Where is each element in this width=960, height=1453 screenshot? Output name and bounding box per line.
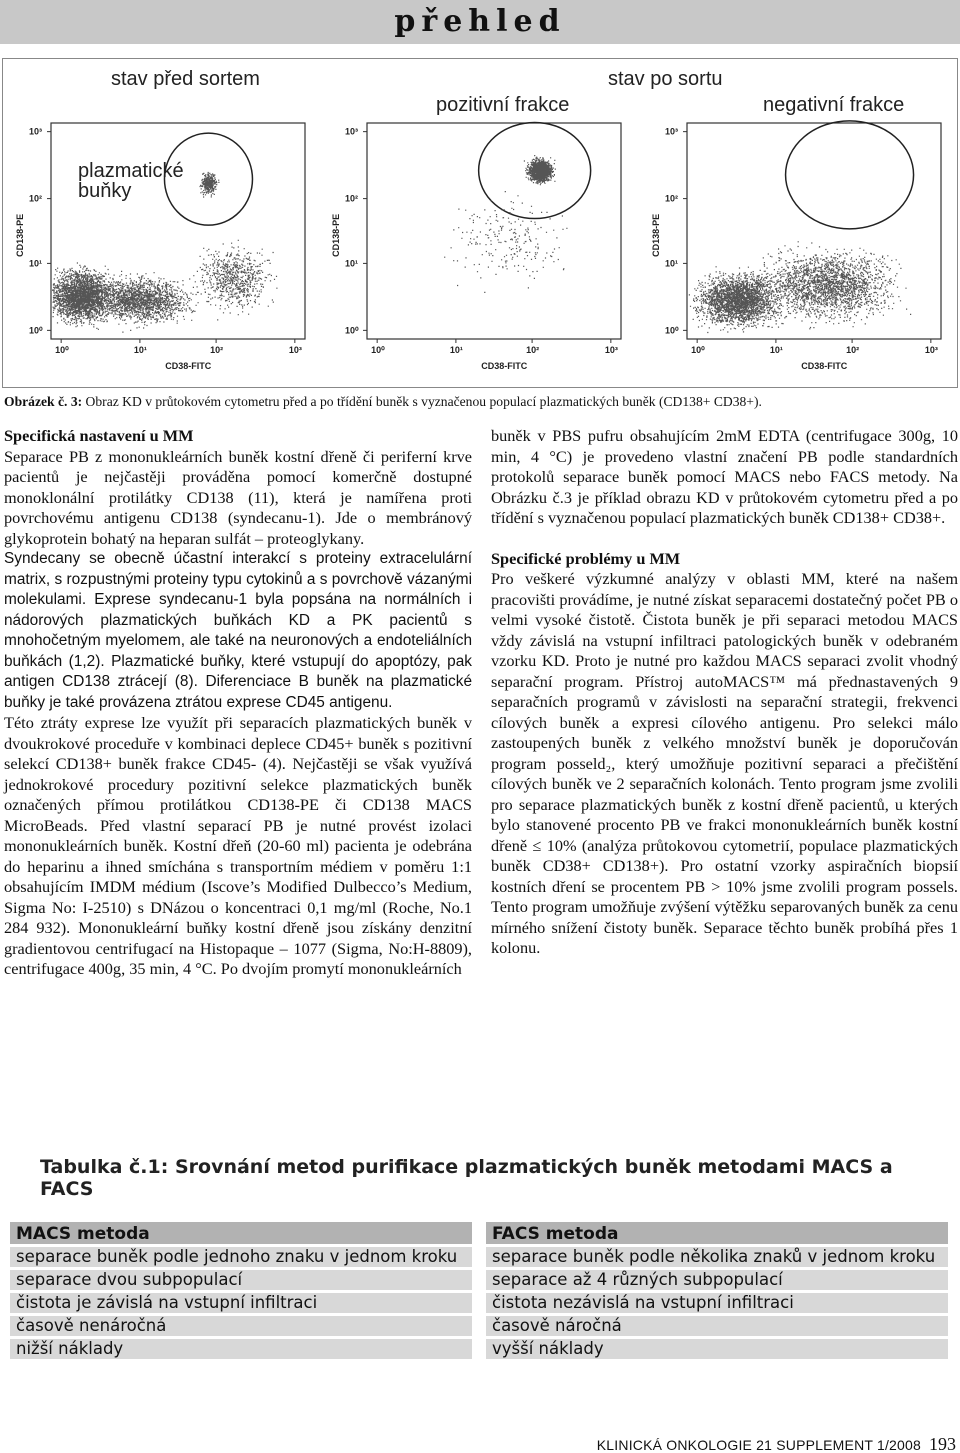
gate-ellipse — [786, 121, 914, 229]
x-tick-label: 10¹ — [133, 345, 147, 355]
page-footer — [597, 1434, 956, 1453]
caption-text: Obraz KD v průtokovém cytometru před a po třídění buněk s vyznačenou populací plazmatických buněk (CD138+ CD38+). — [82, 394, 762, 409]
x-tick-label: 10³ — [924, 345, 938, 355]
x-tick-label: 10⁰ — [55, 345, 69, 355]
label-plasma-cells-2: buňky — [78, 180, 132, 202]
y-tick-label: 10¹ — [345, 258, 359, 269]
x-axis-label: CD38-FITC — [481, 361, 528, 371]
table-cell: separace buněk podle jednoho znaku v jednom kroku — [10, 1247, 472, 1267]
figure-plots — [3, 59, 959, 389]
scatter-points — [689, 241, 911, 333]
plot-frame — [367, 123, 621, 339]
figure-caption — [4, 394, 956, 410]
x-tick-label: 10³ — [604, 345, 618, 355]
scatter-points — [444, 155, 567, 293]
x-tick-label: 10² — [210, 345, 224, 355]
label-after-sort: stav po sortu — [608, 68, 723, 90]
right-column — [491, 426, 958, 959]
table-cell: nižší náklady — [10, 1339, 472, 1359]
x-tick-label: 10⁰ — [371, 345, 385, 355]
x-tick-label: 10⁰ — [691, 345, 705, 355]
left-column — [4, 426, 472, 980]
table-cell: čistota nezávislá na vstupní infiltraci — [486, 1293, 948, 1313]
table-cell: čistota je závislá na vstupní infiltraci — [10, 1293, 472, 1313]
y-tick-label: 10¹ — [29, 258, 43, 269]
y-tick-label: 10⁰ — [345, 325, 359, 336]
section-heading-settings: Specifická nastavení u MM — [4, 426, 194, 445]
y-tick-label: 10² — [665, 193, 679, 204]
section-heading-problems: Specifické problémy u MM — [491, 548, 681, 568]
x-tick-label: 10² — [846, 345, 860, 355]
header-bar — [0, 0, 960, 44]
macs-column — [10, 1222, 472, 1362]
label-before-sort: stav před sortem — [111, 68, 260, 90]
table-cell: separace až 4 různých subpopulací — [486, 1270, 948, 1290]
x-tick-label: 10² — [526, 345, 540, 355]
y-tick-label: 10¹ — [665, 258, 679, 269]
y-tick-label: 10⁰ — [665, 325, 679, 336]
x-tick-label: 10¹ — [449, 345, 463, 355]
table-cell: separace buněk podle několika znaků v jednom kroku — [486, 1247, 948, 1267]
table-cell: separace dvou subpopulací — [10, 1270, 472, 1290]
label-plasma-cells-1: plazmatické — [78, 160, 184, 182]
macs-header: MACS metoda — [10, 1222, 472, 1244]
y-axis-label: CD138-PE — [651, 213, 661, 257]
paragraph: Separace PB z mononukleárních buněk kostní dřeně či periferní krve pacientů je nejčastěji prováděna pomocí komerčně dostupné monoklonální protilátky CD138 (11), která je namířena proti povrchovému antigenu CD138 (syndecanu-1). Jde o membránový glykoprotein bohatý na heparan sulfát – proteoglykany. — [4, 446, 472, 548]
x-axis-label: CD38-FITC — [165, 361, 212, 371]
y-axis-label: CD138-PE — [15, 213, 25, 257]
facs-column — [486, 1222, 948, 1362]
x-tick-label: 10³ — [288, 345, 302, 355]
label-negative-fraction: negativní frakce — [763, 94, 905, 116]
caption-label: Obrázek č. 3: — [4, 394, 83, 409]
y-tick-label: 10⁰ — [29, 325, 43, 336]
facs-header: FACS metoda — [486, 1222, 948, 1244]
table-title: Tabulka č.1: Srovnání metod purifikace plazmatických buněk metodami MACS a FACS — [40, 1156, 893, 1200]
plot-frame — [51, 123, 305, 339]
y-tick-label: 10³ — [345, 126, 359, 137]
paragraph: Této ztráty exprese lze využít při separacích plazmatických buněk v dvoukrokové proceduře v kombinaci deplece CD45+ buněk s pozitivní selekcí CD138+ buněk frakce CD45- (4). Nejčastěji se však využívá jednokrokové procedury pozitivní selekce plazmatických buněk označených přímou protilátkou CD138-PE či CD138 MACS MicroBeads. Před vlastní separací PB je nutné provést izolaci mononukleárních buněk. Kostní dřeň (20-60 ml) pacienta je odebrána do heparinu a ihned smíchána s transportním médiem v poměru 1:1 obsahujícím IMDM médium (Iscove’s Modified Dulbecco’s Medium, Sigma No: I-2510) s DNázou o koncentraci 0,1 mg/ml (Roche, No.1 284 932). Mononukleární buňky kostní dřeně jsou získány denzitní gradientovou centrifugací na Histopaque – 1077 (Sigma, No:H-8809), centrifugace 400g, 35 min, 4 °C. Po dvojím promytí mononukleárních — [4, 713, 472, 978]
y-tick-label: 10³ — [29, 126, 43, 137]
table-cell: časově nenáročná — [10, 1316, 472, 1336]
x-tick-label: 10¹ — [769, 345, 783, 355]
y-axis-label: CD138-PE — [331, 213, 341, 257]
label-positive-fraction: pozitivní frakce — [436, 94, 570, 116]
y-tick-label: 10² — [345, 193, 359, 204]
comparison-table — [2, 1146, 958, 1401]
y-tick-label: 10³ — [665, 126, 679, 137]
paragraph: Pro veškeré výzkumné analýzy v oblasti MM, které na našem pracovišti provádíme, je nutné získat separacemi dostatečný počet PB o velmi vysoké čistotě. Čistota buněk je při separaci metodou MACS vždy závislá na vstupní infiltraci patologických buněk v odebraném vzorku KD. Proto je nutné pro každou MACS separaci zvolit vhodný separační program. Přístroj autoMACS™ má přednastavených 9 separačních programů v závislosti na separační strategii, frekvenci cílových buněk a expresi cílového antigenu. Pro selekci málo zastoupených buněk z velkého množství buněk je doporučován program posseld₂, který umožňuje pozitivní separaci a přečištění cílových buněk ve 2 separačních kolonách. Tento program jsme zvolili pro separace plazmatických buněk z kostní dřeně pacientů, u kterých bylo stanovené procento PB ve frakci mononukleárních buněk kostní dřeně ≤ 10% (analýza průtokovou cytometrií, populace plazmatických buněk CD38+ CD138+). Pro ostatní vzorky aspiračních biopsií kostních dření se procentem PB > 10% jsme zvolili program possels. Tento program umožňuje zvýšení výtěžku separovaných buněk za cenu mírného snížení čistoty buněk. Separace těchto buněk probíhá přes 1 kolonu. — [491, 569, 958, 957]
paragraph: buněk v PBS pufru obsahujícím 2mM EDTA (centrifugace 300g, 10 min, 4 °C) je provedeno vlastní značení PB podle standardních protokolů separace buněk pomocí MACS nebo FACS metody. Na Obrázku č.3 je příklad obrazu KD v průtokovém cytometru před a po třídění s vyznačenou populací plazmatických buněk CD138+ CD38+. — [491, 426, 958, 527]
x-axis-label: CD38-FITC — [801, 361, 848, 371]
page-number: 193 — [929, 1434, 956, 1453]
table-cell: časově náročná — [486, 1316, 948, 1336]
journal-name: KLINICKÁ ONKOLOGIE 21 SUPPLEMENT 1/2008 — [596, 1437, 921, 1453]
paragraph: Syndecany se obecně účastní interakcí s proteiny extracelulární matrix, s rozpustnými proteiny typu cytokinů a s povrchově vázanými molekulami. Exprese syndecanu-1 byla popsána na normálních i nádorových plazmatických buňkách KD a PK pacientů s mnohočetným myelomem, ale také na neuronových a endoteliálních buňkách (1,2). Plazmatické buňky, které vstupují do apoptózy, pak antigen CD138 ztrácejí (8). Diferenciace B buněk na plazmatické buňky je také provázena ztrátou exprese CD45 antigenu. — [4, 550, 472, 711]
y-tick-label: 10² — [29, 193, 43, 204]
section-title: přehled — [394, 4, 566, 39]
flow-cytometry-figure — [2, 58, 958, 388]
table-cell: vyšší náklady — [486, 1339, 948, 1359]
